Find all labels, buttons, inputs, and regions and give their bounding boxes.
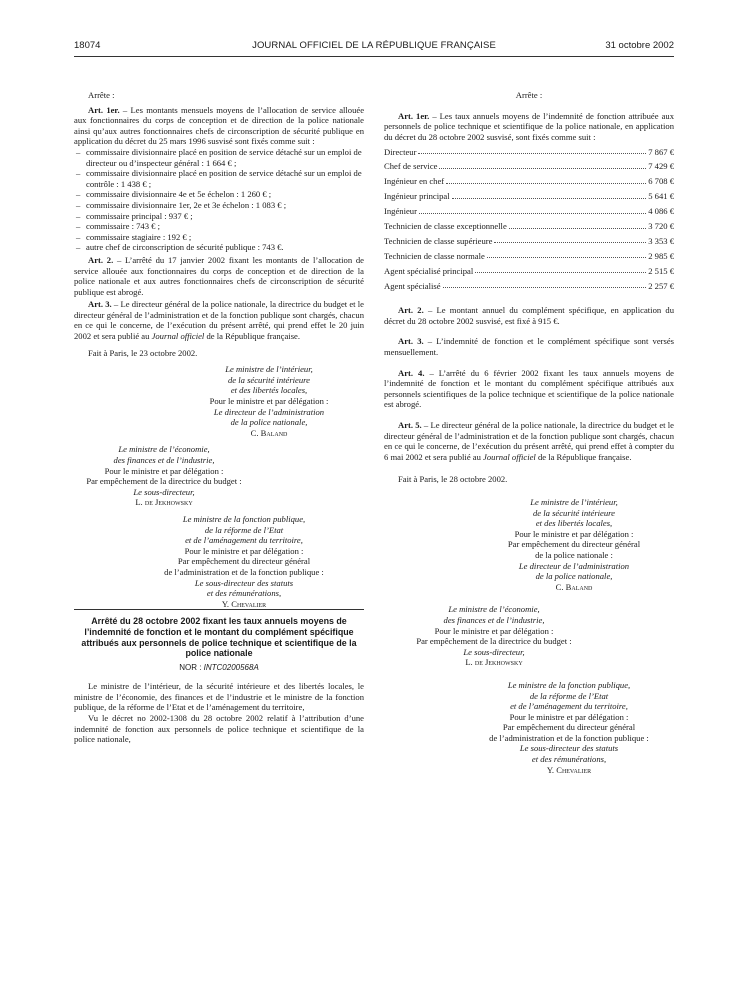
list-item: – commissaire divisionnaire 4e et 5e échelon : 1 260 € ; [74,189,364,200]
article-3: Art. 3. – Le directeur général de la police nationale, la directrice du budget et le directeur général de l’administration et de la fonction publique sont chargés, chacun en ce qui le concerne, de l’exécution du présent arrêté, qui prend effet le 20 juin 2002 et sera publié au Journal officiel de la République française. [74,299,364,342]
arrete-title: Arrêté du 28 octobre 2002 fixant les taux annuels moyens de l’indemnité de fonction et le montant du complément spécifique attribués aux personnels de police technique et scientifique de la police nationale [81,616,357,659]
signatory-name: L. de Jekhowsky [465,657,523,668]
signature-interior: Le ministre de l’intérieur, de la sécurité intérieure et des libertés locales, Pour le ministre et par délégation : Par empêchement du directeur général de la police nationale : Le directeur de l’administration de la police nationale, C. Baland [384,497,674,592]
list-item: – autre chef de circonscription de sécurité publique : 743 €. [74,242,364,253]
visa-decree: Vu le décret no 2002-1308 du 28 octobre 2002 relatif à l’attribution d’une indemnité de fonction aux personnels de police technique et scientifique de la police nationale, [74,713,364,745]
table-row: Ingénieur en chef 6 708 € [384,176,674,187]
page-header [74,40,674,54]
article-4: Art. 4. – L’arrêté du 6 février 2002 fixant les taux annuels moyens de l’indemnité de fonction et le montant du complément spécifique attribués aux personnels scientifiques de la police technique et scientifique de la police nationale est abrogé. [384,367,674,410]
article-3-heading: Art. 3. [88,299,112,310]
signature-interior: Le ministre de l’intérieur, de la sécurité intérieure et des libertés locales, Pour le ministre et par délégation : Le directeur de l’administration de la police nationale, C. Baland [74,364,364,438]
table-row: Technicien de classe normale 2 985 € [384,250,674,261]
table-row: Technicien de classe exceptionnelle 3 720 € [384,220,674,231]
table-row: Agent spécialisé 2 257 € [384,280,674,291]
signature-public-service: Le ministre de la fonction publique, de la réforme de l’Etat et de l’aménagement du territoire, Pour le ministre et par délégation : Par empêchement du directeur général de l’administration et de la fonction publique : Le sous-directeur des statuts et des rémunérations, Y. Chevalier [384,680,674,775]
article-1: Art. 1er. – Les taux annuels moyens de l’indemnité de fonction attribuée aux personnels de police technique et scientifique de la police nationale, en application du décret du 28 octobre 2002 susvisé, sont fixés comme suit : [384,110,674,142]
signatory-name: C. Baland [555,581,593,592]
list-item: – commissaire divisionnaire placé en position de service détaché sur un emploi de directeur ou d’inspecteur général : 1 664 € ; [74,147,364,168]
article-1-heading: Art. 1er. [88,104,120,115]
table-row: Technicien de classe supérieure 3 353 € [384,235,674,246]
article-5: Art. 5. – Le directeur général de la police nationale, la directrice du budget et le directeur général de l’administration et de la fonction publique sont chargés, chacun en ce qui le concerne, de l’exécution du présent arrêté, qui prend effet à compter du 6 mai 2002 et sera publié au Journal officiel de la République française. [384,420,674,462]
signature-economy: Le ministre de l’économie, des finances et de l’industrie, Pour le ministre et par délégation : Par empêchement de la directrice du budget : Le sous-directeur, L. de Jekhowsky [74,444,364,508]
rates-table [384,144,674,293]
table-row: Ingénieur principal 5 641 € [384,191,674,202]
signature-public-service: Le ministre de la fonction publique, de la réforme de l’Etat et de l’aménagement du territoire, Pour le ministre et par délégation : Par empêchement du directeur général de l’administration et de la fonction publique : Le sous-directeur des statuts et des rémunérations, Y. Chevalier [74,514,364,609]
section-divider [74,609,364,610]
table-row: Directeur 7 867 € [384,146,674,157]
list-item: – commissaire divisionnaire 1er, 2e et 3e échelon : 1 083 € ; [74,200,364,211]
article-1-text: – Les montants mensuels moyens de l’allocation de service allouée aux fonctionnaires du corps de conception et de direction de la police nationale ainsi qu’aux autres fonctionnaires chefs de circonscription de sécurité publique en application du décret du 25 mars 1996 susvisé sont fixés comme suit : [74,104,365,147]
signatory-name: Y. Chevalier [546,764,592,775]
article-2: Art. 2. – Le montant annuel du complément spécifique, en application du décret du 28 octobre 2002 susvisé, est fixé à 915 €. [384,305,674,326]
allowance-list [74,147,364,253]
list-item: – commissaire stagiaire : 192 € ; [74,232,364,243]
article-1 [74,105,364,147]
signature-date: Fait à Paris, le 28 octobre 2002. [398,474,508,485]
visa-ministers: Le ministre de l’intérieur, de la sécurité intérieure et des libertés locales, le ministre de l’économie, des finances et de l’industrie et le ministre de la fonction publique, de la réforme de l’Etat et de l’aménagement du territoire, [74,681,364,713]
list-item: – commissaire : 743 € ; [74,221,364,232]
arrete-label: Arrête : [515,90,543,100]
nor-reference: NOR : INTC0200568A [179,662,259,672]
signature-economy: Le ministre de l’économie, des finances et de l’industrie, Pour le ministre et par délégation : Par empêchement de la directrice du budget : Le sous-directeur, L. de Jekhowsky [384,604,674,668]
article-3: Art. 3. – L’indemnité de fonction et le complément spécifique sont versés mensuellement. [384,336,675,358]
table-row: Ingénieur 4 086 € [384,206,674,217]
left-column [74,90,364,745]
article-2-heading: Art. 2. [88,254,114,265]
article-1-heading: Art. 1er. [398,110,430,121]
arrete-label: Arrête : [88,90,115,100]
issue-date: 31 octobre 2002 [605,40,674,51]
article-2 [74,255,364,297]
signature-date: Fait à Paris, le 23 octobre 2002. [88,347,198,358]
table-row: Chef de service 7 429 € [384,161,674,172]
list-item: – commissaire divisionnaire placé en position de service détaché sur un emploi de contrôle : 1 438 € ; [74,168,364,189]
signatory-name: C. Baland [250,427,288,438]
signatory-name: Y. Chevalier [221,598,267,609]
list-item: – commissaire principal : 937 € ; [74,211,364,222]
table-row: Agent spécialisé principal 2 515 € [384,265,674,276]
page-number: 18074 [74,40,101,51]
header-rule [74,56,674,57]
article-2-text: – L’arrêté du 17 janvier 2002 fixant les montants de l’allocation de service allouée aux fonctionnaires du corps de conception et de direction de la police nationale et aux autres fonctionnaires chefs de circonscription de sécurité publique est abrogé. [74,254,364,297]
right-column [384,90,674,775]
journal-title: JOURNAL OFFICIEL DE LA RÉPUBLIQUE FRANÇAISE [252,40,496,51]
signatory-name: L. de Jekhowsky [135,497,193,508]
